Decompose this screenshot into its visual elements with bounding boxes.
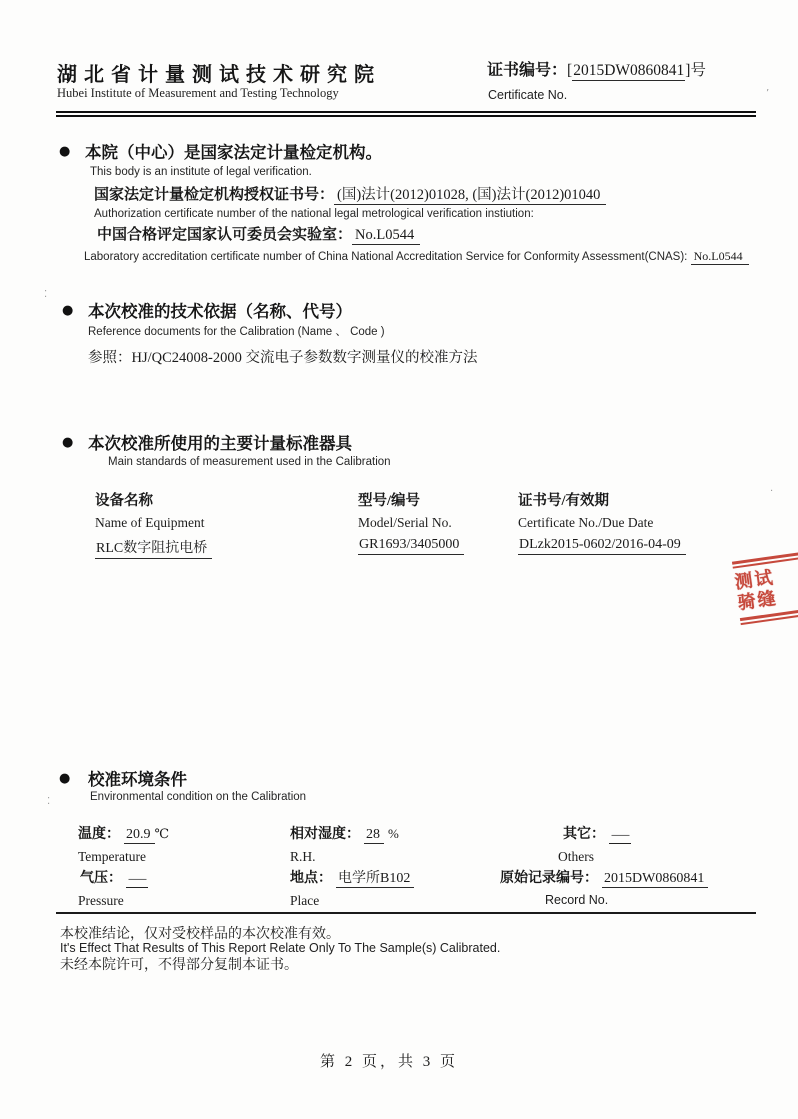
- accreditation-title-en: This body is an institute of legal verification.: [90, 166, 312, 178]
- env-temperature-unit: ℃: [154, 826, 170, 841]
- note-validity-en: It's Effect That Results of This Report Relate Only To The Sample(s) Calibrated.: [60, 941, 501, 955]
- env-others-label-cn: 其它：: [563, 826, 605, 842]
- bullet-icon: ●: [62, 435, 74, 450]
- env-record-label-en: Record No.: [545, 893, 609, 907]
- env-others-label-en: Others: [558, 849, 594, 864]
- standards-column-certificate: [518, 491, 686, 555]
- standards-col-header-cn: 设备名称: [95, 493, 153, 509]
- standards-col-header-en: Name of Equipment: [95, 515, 205, 530]
- standards-col-value: GR1693/3405000: [358, 537, 464, 555]
- cnas-value: No.L0544: [352, 227, 420, 245]
- note-copy-restriction-cn: 未经本院许可，不得部分复制本证书。: [60, 958, 298, 973]
- env-pressure: [80, 867, 148, 887]
- scan-artifact: ·: [770, 486, 774, 497]
- cnas-label-cn: 中国合格评定国家认可委员会实验室：: [97, 227, 353, 243]
- bullet-icon: ●: [59, 771, 71, 786]
- env-pressure-label-en: Pressure: [78, 893, 124, 908]
- authorization-value: (国)法计(2012)01028, (国)法计(2012)01040: [334, 187, 606, 205]
- env-record-value: 2015DW0860841: [602, 871, 708, 888]
- standards-column-model: [358, 491, 464, 555]
- environment-divider: [56, 912, 756, 914]
- cnas-label-en: Laboratory accreditation certificate number of China National Accreditation Service for Conformity Assessment(CNAS):: [84, 251, 688, 263]
- env-others-value: ——: [609, 830, 631, 844]
- standards-column-equipment: [95, 491, 212, 559]
- certificate-number: [2015DW0860841]号: [567, 62, 706, 79]
- cnas-value-en: No.L0544: [691, 249, 749, 265]
- standards-col-header-en: Certificate No./Due Date: [518, 515, 654, 530]
- authorization-label-cn: 国家法定计量检定机构授权证书号：: [94, 187, 335, 203]
- paging-seal-stamp: [732, 551, 798, 625]
- stamp-text-line2: 骑缝: [736, 587, 779, 615]
- standards-col-value: RLC数字阻抗电桥: [95, 537, 212, 559]
- authorization-label-en: Authorization certificate number of the national legal metrological verification instiution:: [94, 208, 534, 220]
- env-pressure-label-cn: 气压：: [80, 870, 122, 886]
- bullet-icon: ●: [62, 303, 74, 318]
- env-others: [563, 823, 631, 843]
- env-humidity-label-cn: 相对湿度：: [290, 826, 360, 842]
- authorization-certificate-line: [94, 183, 606, 204]
- cnas-line-en: [84, 249, 749, 264]
- env-record-label-cn: 原始记录编号：: [500, 870, 598, 886]
- reference-content: 参照：HJ/QC24008-2000 交流电子参数数字测量仪的校准方法: [88, 350, 478, 366]
- environment-title-en: Environmental condition on the Calibration: [90, 791, 307, 803]
- org-title-cn: 湖北省计量测试技术研究院: [57, 62, 381, 86]
- env-humidity-value: 28: [364, 827, 384, 844]
- scan-artifact: ⁚: [47, 796, 51, 807]
- standards-col-header-en: Model/Serial No.: [358, 515, 452, 530]
- env-place: [290, 867, 414, 887]
- env-temperature-label-cn: 温度：: [78, 826, 120, 842]
- env-humidity-unit: %: [388, 826, 399, 841]
- env-pressure-value: ——: [126, 874, 148, 888]
- env-humidity-label-en: R.H.: [290, 849, 316, 864]
- note-validity-cn: 本校准结论，仅对受校样品的本次校准有效。: [60, 927, 340, 942]
- accreditation-title-cn: 本院（中心）是国家法定计量检定机构。: [85, 143, 382, 162]
- env-temperature-label-en: Temperature: [78, 849, 147, 864]
- reference-title-en: Reference documents for the Calibration (Name 、 Code ): [88, 326, 385, 338]
- env-place-value: 电学所B102: [336, 871, 414, 888]
- org-title-en: Hubei Institute of Measurement and Testing Technology: [57, 86, 339, 100]
- env-record: [500, 867, 708, 887]
- header-divider: [56, 111, 756, 117]
- standards-col-value: DLzk2015-0602/2016-04-09: [518, 537, 686, 555]
- env-humidity: [290, 823, 399, 843]
- scan-artifact: ⁚: [44, 289, 48, 300]
- stamp-text-line1: 测试: [733, 567, 776, 594]
- environment-title-cn: 校准环境条件: [88, 770, 187, 789]
- env-temperature: [78, 823, 169, 843]
- bullet-icon: ●: [59, 144, 71, 159]
- env-temperature-value: 20.9: [124, 827, 155, 844]
- env-place-label-en: Place: [290, 893, 320, 908]
- standards-title-en: Main standards of measurement used in the Calibration: [108, 456, 391, 468]
- reference-title-cn: 本次校准的技术依据（名称、代号）: [88, 302, 352, 321]
- standards-col-header-cn: 型号/编号: [358, 493, 421, 509]
- standards-title-cn: 本次校准所使用的主要计量标准器具: [88, 434, 352, 453]
- scan-artifact: ’: [766, 88, 770, 99]
- certificate-number-label-en: Certificate No.: [488, 88, 568, 102]
- standards-col-header-cn: 证书号/有效期: [518, 493, 610, 509]
- env-place-label-cn: 地点：: [290, 870, 332, 886]
- certificate-number-label-cn: 证书编号：: [487, 60, 568, 79]
- cnas-lab-line: [97, 223, 420, 244]
- certificate-number-block: [487, 57, 706, 80]
- page-number: 第 2 页，共 3 页: [319, 1054, 458, 1070]
